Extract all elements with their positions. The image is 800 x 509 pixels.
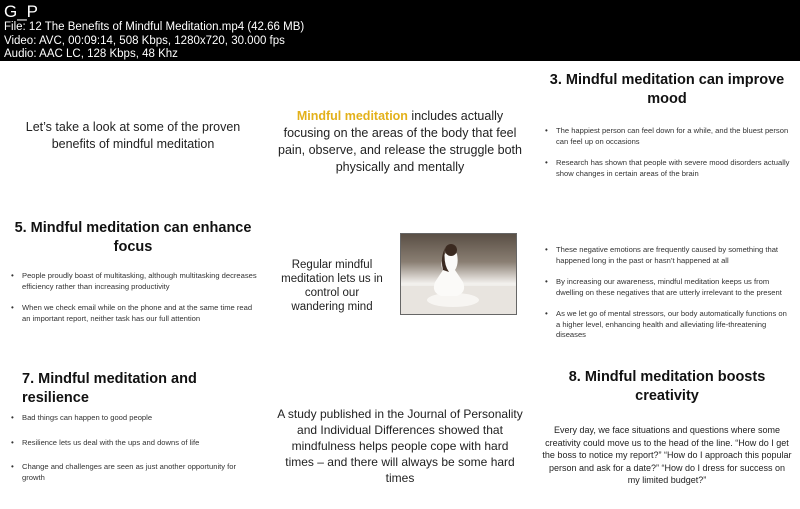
slide-creativity-text: Every day, we face situations and questions where some creativity could move us to the head of the line. “How do I get the boss to notice my report?” “How do I approach this popular person and ask for a date?” “How do I dress for success on my limited budget?” xyxy=(542,425,792,485)
slide-study xyxy=(267,360,533,509)
list-item: • Change and challenges are seen as just another opportunity for growth xyxy=(8,462,258,483)
list-item: • Resilience lets us deal with the ups and downs of life xyxy=(8,438,258,449)
slide-mood-bullets xyxy=(542,126,792,190)
slide-definition xyxy=(267,61,533,210)
slide-intro xyxy=(0,61,266,210)
slide-negative-emotions xyxy=(534,211,800,360)
slide-study-text: A study published in the Journal of Personality and Individual Differences showed that mindfulness helps people cope with hard times – and there will always be some hard times xyxy=(277,407,523,485)
slide-mood-heading: 3. Mindful meditation can improve mood xyxy=(549,72,785,107)
slide-wandering-mind xyxy=(267,211,533,360)
list-item: • As we let go of mental stressors, our body automatically functions on a higher level, enhancing health and alleviating life-threatening diseases xyxy=(542,309,792,341)
list-item: • When we check email while on the phone and at the same time read an important report, neither task has our full attention xyxy=(8,303,258,324)
slide-resilience-bullets xyxy=(8,413,258,494)
header-title: G_P xyxy=(4,2,39,21)
slide-creativity-heading: 8. Mindful meditation boosts creativity xyxy=(568,369,766,404)
definition-body: includes actually focusing on the areas of the body that feel pain, observe, and release the struggle both physically and mentally xyxy=(278,109,522,174)
slide-creativity xyxy=(534,360,800,509)
slide-negative-emotions-bullets xyxy=(542,245,792,352)
slide-grid xyxy=(0,61,800,509)
list-item: • People proudly boast of multitasking, although multitasking decreases efficiency rather than increasing productivity xyxy=(8,271,258,292)
photo-illustration xyxy=(401,234,517,315)
file-info: File: 12 The Benefits of Mindful Meditation.mp4 (42.66 MB) xyxy=(4,21,305,33)
list-item: • Research has shown that people with severe mood disorders actually show changes in certain areas of the brain xyxy=(542,158,792,179)
video-info-header xyxy=(0,0,800,61)
slide-focus-bullets xyxy=(8,271,258,335)
list-item: • By increasing our awareness, mindful meditation keeps us from dwelling on these negatives that are utterly irrelevant to the present xyxy=(542,277,792,298)
slide-focus xyxy=(0,211,266,360)
slide-definition-text xyxy=(277,108,523,176)
slide-wandering-mind-text: Regular mindful meditation lets us in control our wandering mind xyxy=(281,259,383,313)
highlight-term: Mindful meditation xyxy=(296,109,408,123)
audio-info: Audio: AAC LC, 128 Kbps, 48 Khz xyxy=(4,48,178,60)
slide-focus-heading: 5. Mindful meditation can enhance focus xyxy=(14,220,252,255)
slide-resilience xyxy=(0,360,266,509)
video-info: Video: AVC, 00:09:14, 508 Kbps, 1280x720, 30.000 fps xyxy=(4,34,285,47)
list-item: • These negative emotions are frequently caused by something that happened long in the past or hasn’t happened at all xyxy=(542,245,792,266)
slide-mood xyxy=(534,61,800,210)
slide-resilience-heading: 7. Mindful meditation and resilience xyxy=(22,371,197,406)
slide-intro-text: Let’s take a look at some of the proven benefits of mindful meditation xyxy=(25,120,241,151)
list-item: • The happiest person can feel down for a while, and the bluest person can feel up on occasions xyxy=(542,126,792,147)
list-item: • Bad things can happen to good people xyxy=(8,413,258,424)
meditating-woman-photo xyxy=(400,233,517,315)
